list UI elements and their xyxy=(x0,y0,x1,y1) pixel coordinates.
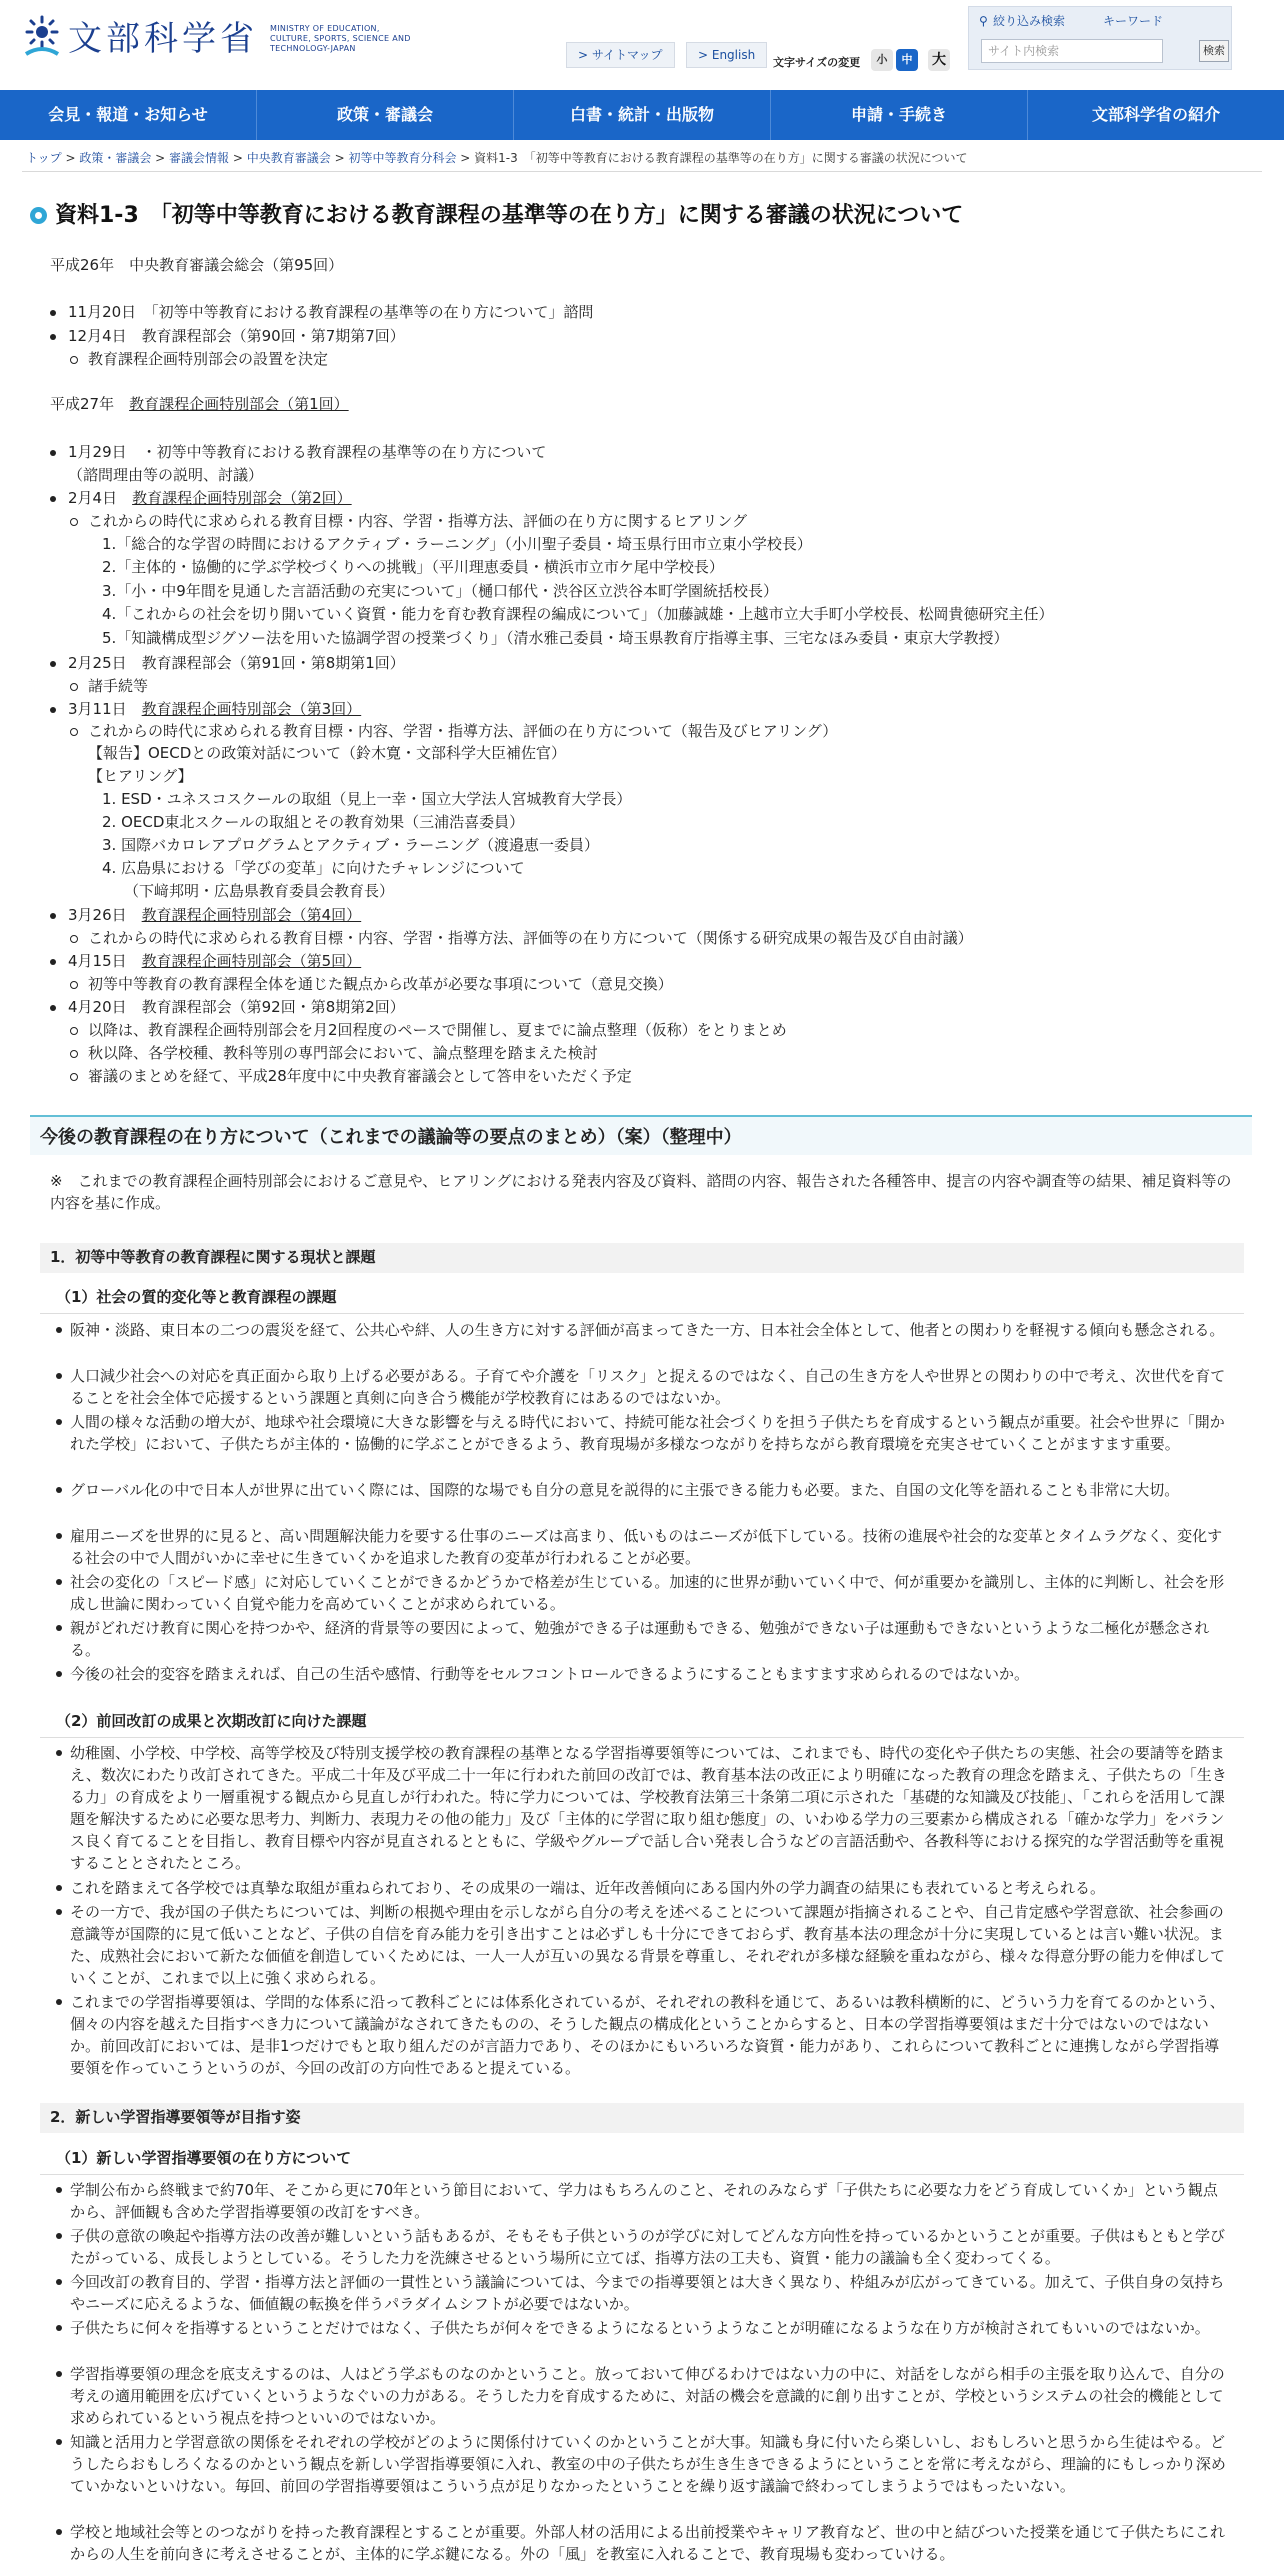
list-item: 4月20日 教育課程部会（第92回・第8期第2回） xyxy=(68,997,405,1019)
hearing-item: 1.「総合的な学習の時間におけるアクティブ・ラーニング」（小川聖子委員・埼玉県行田市立東小学校長） xyxy=(102,535,812,553)
list-subitem: 初等中等教育の教育課程全体を通じた観点から改革が必要な事項について（意見交換） xyxy=(88,974,673,996)
hearing-item: 3.「小・中9年間を見通した言語活動の充実について」（樋口郁代・渋谷区立渋谷本町学園統括校長） xyxy=(102,582,779,600)
subsubsection-heading: （2）前回改訂の成果と次期改訂に向けた課題 xyxy=(40,1711,1244,1738)
divider xyxy=(22,171,1262,172)
font-size-small-button[interactable]: 小 xyxy=(871,49,893,71)
breadcrumb-link[interactable]: トップ xyxy=(26,151,62,165)
paragraph-item: グローバル化の中で日本人が世界に出ていく際には、国際的な場でも自分の意見を説得的に主張できる能力も必要。また、自国の文化等を語れることも非常に大切。 xyxy=(70,1479,1230,1501)
title-bullet-icon xyxy=(30,207,47,224)
breadcrumb-current: 資料1-3 「初等中等教育における教育課程の基準等の在り方」に関する審議の状況について xyxy=(474,151,968,165)
list-item: 3月11日 教育課程企画特別部会（第3回） xyxy=(68,699,361,721)
paragraph-item: これを踏まえて各学校では真摯な取組が重ねられており、その成果の一端は、近年改善傾向にある国内外の学力調査の結果にも表れていると考えられる。 xyxy=(70,1877,1230,1899)
paragraph-item: 人間の様々な活動の増大が、地球や社会環境に大きな影響を与える時代において、持続可能な社会づくりを担う子供たちを育成するという観点が重要。社会や世界に「開かれた学校」において、子供たちが主体的・協働的に学ぶことができるよう、教育現場が多様なつながりを持ちながら教育環境を充実させていくことがますます重要。 xyxy=(70,1411,1230,1455)
list-subitem: これからの時代に求められる教育目標・内容、学習・指導方法、評価の在り方について（報告及びヒアリング） xyxy=(88,721,837,743)
hearing-item: 1. ESD・ユネスコスクールの取組（見上一幸・国立大学法人宮城教育大学長） xyxy=(102,790,632,808)
breadcrumb-link[interactable]: 政策・審議会 xyxy=(79,151,152,165)
meeting-link[interactable]: 教育課程企画特別部会（第1回） xyxy=(129,395,349,413)
breadcrumb: トップ > 政策・審議会 > 審議会情報 > 中央教育審議会 > 初等中等教育分科会 > 資料1-3 「初等中等教育における教育課程の基準等の在り方」に関する審議の状況について xyxy=(26,151,968,165)
section-heading xyxy=(30,1115,1252,1155)
logo-english-name: MINISTRY OF EDUCATION, CULTURE, SPORTS, SCIENCE AND TECHNOLOGY-JAPAN xyxy=(270,24,411,53)
breadcrumb-link[interactable]: 審議会情報 xyxy=(169,151,230,165)
paragraph-item: 社会の変化の「スピード感」に対応していくことができるかどうかで格差が生じている。加速的に世界が動いていく中で、何が重要かを識別し、主体的に判断し、社会を形成し世論に関わっていく自覚や能力を高めていくことが求められている。 xyxy=(70,1571,1230,1615)
list-item: 1月29日 ・初等中等教育における教育課程の基準等の在り方について xyxy=(68,442,546,464)
site-search-input[interactable]: サイト内検索 xyxy=(981,39,1163,63)
narrow-search-tab[interactable]: 絞り込み検索 xyxy=(993,14,1066,28)
paragraph-item: 学習指導要領の理念を底支えするのは、人はどう学ぶものなのかということ。放っておいて伸びるわけではない力の中に、対話をしながら相手の主張を取り込んで、自分の考えの適用範囲を広げていくというようなぐいの力がある。そうした力を育成するために、対話の機会を意識的に創り出すことが、学校というシステムの社会的機能として求められているという視点を持つといいのではないか。 xyxy=(70,2363,1230,2429)
hearing-item: 4. 広島県における「学びの変革」に向けたチャレンジについて xyxy=(102,859,525,877)
list-subitem: 諸手続等 xyxy=(88,676,148,698)
hearing-item: 2. OECD東北スクールの取組とその教育効果（三浦浩喜委員） xyxy=(102,813,525,831)
keyword-tab[interactable]: キーワード xyxy=(1103,14,1164,28)
list-subitem: 教育課程企画特別部会の設置を決定 xyxy=(88,349,328,371)
search-button[interactable]: 検索 xyxy=(1199,40,1229,62)
paragraph-item: 今後の社会的変容を踏まえれば、自己の生活や感情、行動等をセルフコントロールできるようにすることもますます求められるのではないか。 xyxy=(70,1663,1230,1685)
list-item: 11月20日 「初等中等教育における教育課程の基準等の在り方について」諮問 xyxy=(68,302,593,324)
hearing-item: 4.「これからの社会を切り開いていく資質・能力を育む教育課程の編成について」（加藤誠雄・上越市立大手町小学校長、松岡貴徳研究主任） xyxy=(102,605,1054,623)
meeting-link[interactable]: 教育課程企画特別部会（第4回） xyxy=(141,906,362,924)
hearing-item: 5.「知識構成型ジグソー法を用いた協調学習の授業づくり」（清水雅己委員・埼玉県教育庁指導主事、三宅なほみ委員・東京大学教授） xyxy=(102,629,1009,647)
list-subitem: 秋以降、各学校種、教科等別の専門部会において、論点整理を踏まえた検討 xyxy=(88,1043,598,1065)
report-line: 【報告】OECDとの政策対話について（鈴木寛・文部科学大臣補佐官） xyxy=(88,744,567,762)
paragraph-item: 学制公布から終戦まで約70年、そこから更に70年という節目において、学力はもちろんのこと、それのみならず「子供たちに必要な力をどう育成していくか」という観点から、評価観も含めた学習指導要領の改訂をすべき。 xyxy=(70,2179,1230,2223)
paragraph-item: 知識と活用力と学習意欲の関係をそれぞれの学校がどのように関係付けていくのかということが大事。知識も身に付いたら楽しいし、おもしろいと思うから生徒はやる。どうしたらおもしろくなるのかという観点を新しい学習指導要領に入れ、教室の中の子供たちが生き生きできるようにということを常に考えながら、理論的にもしっかり深めていかないといけない。毎回、前回の学習指導要領はこういう点が足りなかったということを繰り返す議論で終わってしまうようではもったいない。 xyxy=(70,2431,1230,2497)
paragraph-item: 学校と地域社会等とのつながりを持った教育課程とすることが重要。外部人材の活用による出前授業やキャリア教育など、世の中と結びついた授業を通じて子供たちにこれからの人生を前向きに考えさせることが、主体的に学ぶ鍵になる。外の「風」を教室に入れることで、教育現場も変わっていける。 xyxy=(70,2521,1230,2565)
list-subitem: これからの時代に求められる教育目標・内容、学習・指導方法、評価等の在り方について（関係する研究成果の報告及び自由討議） xyxy=(88,928,973,950)
english-link[interactable]: > English xyxy=(686,42,767,68)
section-heading-text: 今後の教育課程の在り方について（これまでの議論等の要点のまとめ）（案）（整理中） xyxy=(40,1127,742,1148)
page-title xyxy=(30,200,963,232)
site-header xyxy=(0,0,1284,90)
logo-name: 文部科学省 xyxy=(68,19,258,59)
paragraph-item: これまでの学習指導要領は、学問的な体系に沿って教科ごとには体系化されているが、それぞれの教科を通じて、あるいは教科横断的に、どういう力を育てるのかという、個々の内容を越えた目指すべき力について議論がなされてきたものの、そうした観点の構成化ということからすると、日本の学習指導要領はまだ十分ではないのではないか。前回改訂においては、是非1つだけでもと取り組んだのが言語力であり、そのほかにもいろいろな資質・能力があり、これらについて教科ごとに連携しながら学習指導要領を作っていこうというのが、今回の改訂の方向性であると提えている。 xyxy=(70,1991,1230,2079)
site-logo[interactable] xyxy=(22,14,420,64)
global-nav xyxy=(0,90,1284,140)
list-subitem: 以降は、教育課程企画特別部会を月2回程度のペースで開催し、夏までに論点整理（仮称）をとりまとめ xyxy=(88,1020,787,1042)
list-item: 12月4日 教育課程部会（第90回・第7期第7回） xyxy=(68,326,405,348)
paragraph-item: 人口減少社会への対応を真正面から取り上げる必要がある。子育てや介護を「リスク」と捉えるのではなく、自己の生き方を人や世界との関わりの中で考え、次世代を育てることを社会全体で応援するという課題と真剣に向き合う機能が学校教育にはあるのではないか。 xyxy=(70,1365,1230,1409)
hearing-label: 【ヒアリング】 xyxy=(88,767,193,785)
meeting-link[interactable]: 教育課程企画特別部会（第5回） xyxy=(141,952,362,970)
paragraph-item: 阪神・淡路、東日本の二つの震災を経て、公共心や絆、人の生き方に対する評価が高まってきた一方、日本社会全体として、他者との関わりを軽視する傾向も懸念される。 xyxy=(70,1319,1230,1341)
paragraph-item: 親がどれだけ教育に関心を持つかや、経済的背景等の要因によって、勉強ができる子は運動もできる、勉強ができない子は運動もできないというような二極化が懸念される。 xyxy=(70,1617,1230,1661)
font-size-label: 文字サイズの変更 xyxy=(773,56,861,69)
list-item: 2月4日 教育課程企画特別部会（第2回） xyxy=(68,488,352,510)
nav-item-about[interactable]: 文部科学省の紹介 xyxy=(1091,105,1220,124)
h26-heading: 平成26年 中央教育審議会総会（第95回） xyxy=(50,256,344,274)
list-item: 4月15日 教育課程企画特別部会（第5回） xyxy=(68,951,361,973)
meeting-link[interactable]: 教育課程企画特別部会（第3回） xyxy=(141,700,362,718)
subsection-heading: 2．新しい学習指導要領等が目指す姿 xyxy=(40,2103,1244,2133)
font-size-large-button[interactable]: 大 xyxy=(928,49,950,71)
font-size-medium-button[interactable]: 中 xyxy=(896,49,918,71)
section-note: ※ これまでの教育課程企画特別部会におけるご意見や、ヒアリングにおける発表内容及び資料、諮問の内容、報告された各種答申、提言の内容や調査等の結果、補足資料等の内容を基に作成。 xyxy=(50,1172,1232,1212)
hearing-item: 2.「主体的・協働的に学ぶ学校づくりへの挑戦」（平川理恵委員・横浜市立市ケ尾中学校長） xyxy=(102,558,724,576)
list-subitem: これからの時代に求められる教育目標・内容、学習・指導方法、評価の在り方に関するヒアリング xyxy=(88,511,747,533)
list-item-note: （諮問理由等の説明、討議） xyxy=(68,466,264,484)
paragraph-item: 雇用ニーズを世界的に見ると、高い問題解決能力を要する仕事のニーズは高まり、低いものはニーズが低下している。技術の進展や社会的な変革とタイムラグなく、変化する社会の中で人間がいかに幸せに生きていくかを追求した教育の変革が行われることが必要。 xyxy=(70,1525,1230,1569)
paragraph-item: その一方で、我が国の子供たちについては、判断の根拠や理由を示しながら自分の考えを述べることについて課題が指摘されることや、自己肯定感や学習意欲、社会参画の意識等が国際的に見て低いことなど、子供の自信を育み能力を引き出すことは必ずしも十分にできておらず、教育基本法の理念が十分に実現しているとは言い難い状況。また、成熟社会において新たな価値を創造していくためには、一人一人が互いの異なる背景を尊重し、それぞれが多様な経験を重ねながら、様々な得意分野の能力を伸ばしていくことが、これまで以上に強く求められる。 xyxy=(70,1901,1230,1989)
nav-item-applications[interactable]: 申請・手続き xyxy=(771,90,1028,140)
breadcrumb-link[interactable]: 初等中等教育分科会 xyxy=(348,151,457,165)
subsubsection-heading: （1）社会の質的変化等と教育課程の課題 xyxy=(40,1287,1244,1314)
search-panel xyxy=(968,6,1232,70)
sitemap-link[interactable]: > サイトマップ xyxy=(566,42,675,68)
paragraph-item: 子供の意欲の喚起や指導方法の改善が難しいという話もあるが、そもそも子供というのが学びに対してどんな方向性を持っているかということが重要。子供はもともと学びたがっている、成長しようとしている。そうした力を洗練させるという場所に立てば、指導方法の工夫も、資質・能力の議論も全く変わってくる。 xyxy=(70,2225,1230,2269)
subsection-heading: 1．初等中等教育の教育課程に関する現状と課題 xyxy=(40,1243,1244,1273)
nav-item-news[interactable]: 会見・報道・お知らせ xyxy=(0,90,257,140)
hearing-item: 3. 国際バカロレアプログラムとアクティブ・ラーニング（渡邉恵一委員） xyxy=(102,836,599,854)
page-title-text: 資料1-3 「初等中等教育における教育課程の基準等の在り方」に関する審議の状況について xyxy=(55,203,964,228)
h27-heading: 平成27年 教育課程企画特別部会（第1回） xyxy=(50,395,349,413)
paragraph-item: 子供たちに何々を指導するということだけではなく、子供たちが何々をできるようになるというようなことが明確になるような在り方が検討されてもいいのではないか。 xyxy=(70,2317,1230,2339)
meeting-link[interactable]: 教育課程企画特別部会（第2回） xyxy=(132,489,352,507)
list-item: 3月26日 教育課程企画特別部会（第4回） xyxy=(68,905,361,927)
list-item: 2月25日 教育課程部会（第91回・第8期第1回） xyxy=(68,653,405,675)
hearing-item-note: （下﨑邦明・広島県教育委員会教育長） xyxy=(124,882,395,900)
nav-item-policy[interactable]: 政策・審議会 xyxy=(257,90,514,140)
paragraph-item: 幼稚園、小学校、中学校、高等学校及び特別支援学校の教育課程の基準となる学習指導要領等については、これまでも、時代の変化や子供たちの実態、社会の要請等を踏まえ、数次にわたり改訂されてきた。平成二十年及び平成二十一年に行われた前回の改訂では、教育基本法の改正により明確になった教育の理念を踏まえ、子供たちの「生きる力」の育成をより一層重視する観点から見直しが行われた。特に学力については、学校教育法第三十条第二項に示された「基礎的な知識及び技能」、「これらを活用して課題を解決するために必要な思考力、判断力、表現力その他の能力」及び「主体的に学習に取り組む態度」の、いわゆる学力の三要素から構成される「確かな学力」をバランス良く育てることを目指し、教育目標や内容が見直されるとともに、学級やグループで話し合い発表し合うなどの言語活動や、各教科等における探究的な学習活動等を重視することとされたところ。 xyxy=(70,1742,1230,1874)
nav-item-publications[interactable]: 白書・統計・出版物 xyxy=(514,90,771,140)
breadcrumb-link[interactable]: 中央教育審議会 xyxy=(246,151,331,165)
search-icon: ⚲ xyxy=(979,14,988,28)
list-subitem: 審議のまとめを経て、平成28年度中に中央教育審議会として答申をいただく予定 xyxy=(88,1066,632,1088)
subsubsection-heading: （1）新しい学習指導要領の在り方について xyxy=(40,2148,1244,2175)
paragraph-item: 今回改訂の教育目的、学習・指導方法と評価の一貫性という議論については、今までの指導要領とは大きく異なり、枠組みが広がってきている。加えて、子供自身の気持ちやニーズに応えるような、価値観の転換を伴うパラダイムシフトが必要ではないか。 xyxy=(70,2271,1230,2315)
logo-emblem-icon xyxy=(22,14,62,64)
